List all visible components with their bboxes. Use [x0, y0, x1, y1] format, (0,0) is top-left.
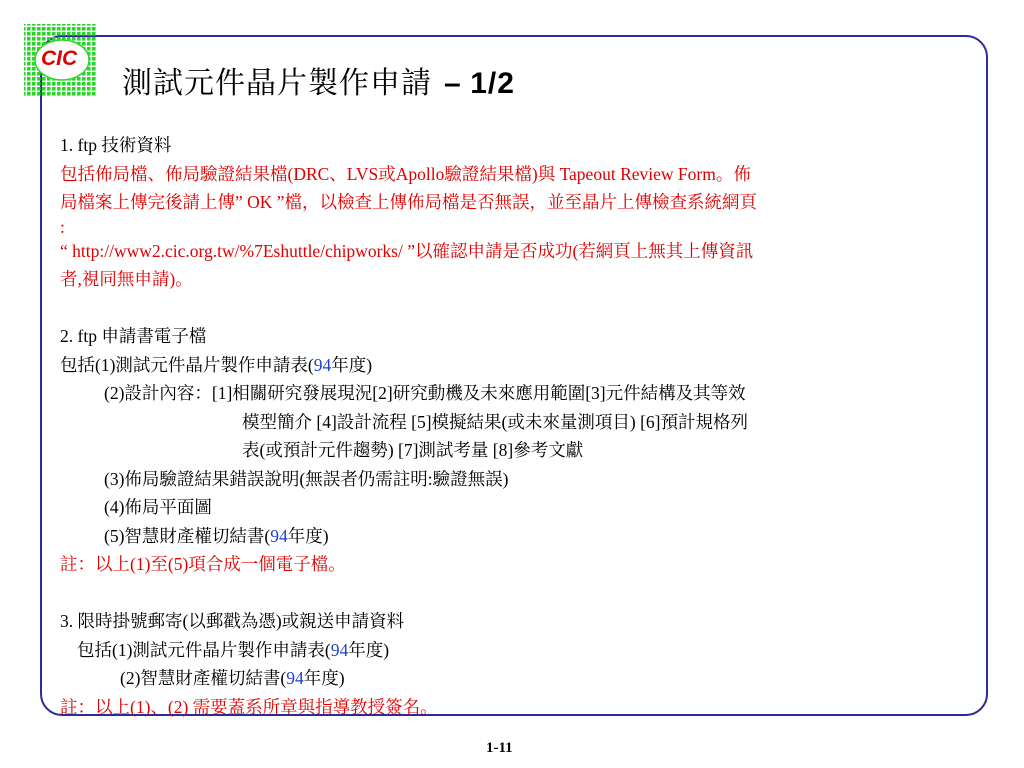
section2-item-2-line-3: 表(或預計元件趨勢) [7]測試考量 [8]參考文獻 — [242, 440, 584, 460]
section3-item-2-pre: (2)智慧財產權切結書( — [120, 668, 287, 688]
section3-heading: 3. 限時掛號郵寄(以郵戳為憑)或親送申請資料 — [60, 611, 405, 631]
section1-red-line-5: 者,視同無申請)。 — [60, 269, 193, 289]
spacer — [60, 579, 982, 608]
page-number: 1-11 — [486, 740, 513, 756]
section2-item-3: (3)佈局驗證結果錯誤說明(無誤者仍需註明:驗證無誤) — [104, 468, 509, 489]
section2-item-1 — [60, 351, 982, 380]
section2-item-1-year: 94 — [313, 354, 332, 375]
section2-item-1-pre: 包括(1)測試元件晶片製作申請表( — [60, 354, 314, 375]
section3-item-2-year: 94 — [286, 668, 304, 688]
section2-heading: 2. ftp 申請書電子檔 — [60, 326, 207, 346]
section3-item-1 — [60, 636, 982, 665]
title-part-number: 1/2 — [470, 67, 515, 100]
section2-item-5-pre: (5)智慧財產權切結書( — [104, 525, 271, 546]
title-separator: – — [444, 67, 462, 100]
section2-item-2-line-2: 模型簡介 [4]設計流程 [5]模擬結果(或未來量測項目) [6]預計規格列 — [242, 411, 748, 432]
section1-heading: 1. ftp 技術資料 — [60, 135, 172, 155]
page-title — [122, 58, 515, 102]
section2-item-2-line-1: (2)設計內容：[1]相關研究發展現況[2]研究動機及未來應用範圍[3]元件結構及其等效 — [104, 383, 746, 403]
section3-item-1-post: 年度) — [348, 639, 390, 660]
section2-item-4: (4)佈局平面圖 — [104, 497, 212, 517]
section3-item-1-pre: 包括(1)測試元件晶片製作申請表( — [77, 639, 331, 660]
section3-item-1-year: 94 — [330, 639, 349, 660]
section1-red-line-1: 包括佈局檔、佈局驗證結果檔(DRC、LVS或Apollo驗證結果檔)與 Tapeout Review Form。佈 — [60, 163, 751, 184]
title-text: 測試元件晶片製作申請 — [122, 67, 432, 100]
spacer — [60, 294, 982, 323]
section2-item-5 — [60, 522, 982, 551]
section3-note: 註：以上(1)、(2) 需要蓋系所章與指導教授簽名。 — [60, 696, 438, 717]
section3-item-2-post: 年度) — [303, 668, 345, 688]
slide-body — [60, 131, 982, 721]
cic-logo — [22, 22, 98, 98]
section2-item-5-year: 94 — [270, 525, 288, 546]
section1-red-line-2: 局檔案上傳完後請上傳” OK ”檔，以檢查上傳佈局檔是否無誤，並至晶片上傳檢查系統網頁 — [60, 192, 758, 212]
section1-red-line-3: : — [60, 216, 65, 237]
section2-item-5-post: 年度) — [287, 525, 329, 546]
section1-red-line-4: “ http://www2.cic.org.tw/%7Eshuttle/chipworks/ ”以確認申請是否成功(若網頁上無其上傳資訊 — [60, 240, 754, 261]
cic-logo-text: CIC — [41, 47, 78, 70]
section3-item-2 — [60, 664, 982, 693]
section2-note: 註：以上(1)至(5)項合成一個電子檔。 — [60, 554, 346, 574]
section2-item-1-post: 年度) — [331, 354, 373, 375]
